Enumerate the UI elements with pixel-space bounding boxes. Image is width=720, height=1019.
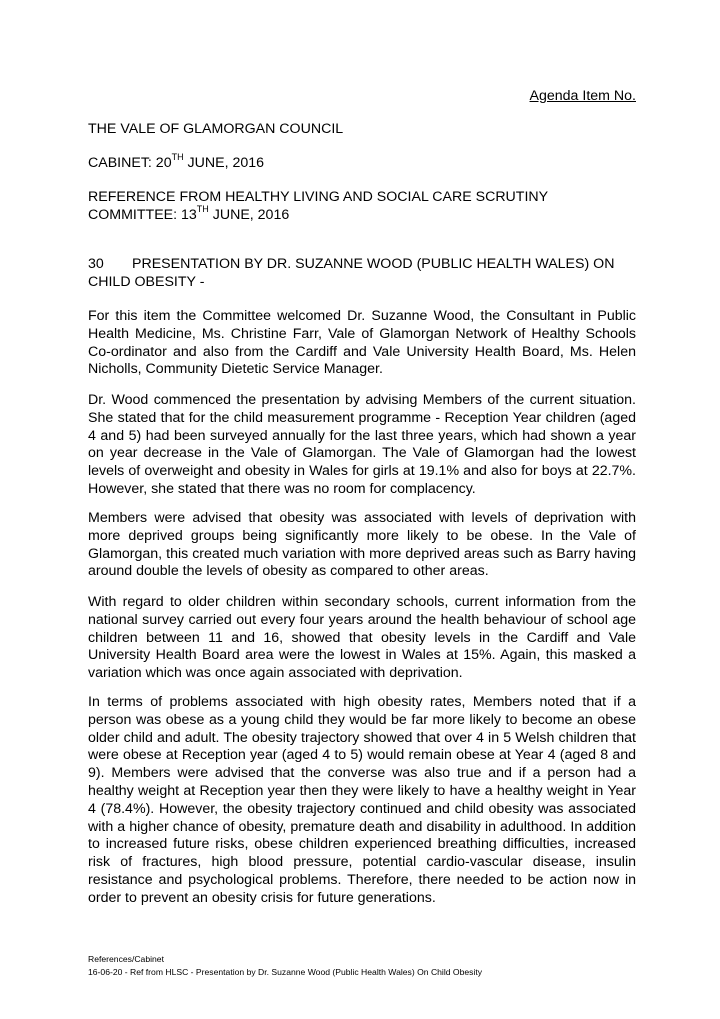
document-footer (88, 953, 482, 979)
reference-date-ordinal: TH (196, 204, 209, 215)
footer-line-2: 16-06-20 - Ref from HLSC - Presentation by Dr. Suzanne Wood (Public Health Wales) On Child Obesity (88, 967, 483, 977)
reference-line-2 (88, 204, 636, 225)
paragraph-secondary-schools: With regard to older children within secondary schools, current information from the national survey carried out every four years around the health behaviour of school age children between 11 and 16, showed that obesity levels in the Cardiff and Vale University Health Board area were the lowest in Wales at 15%. Again, this masked a variation which was once again associated with deprivation. (88, 594, 636, 682)
item-title-line-2: CHILD OBESITY - (88, 273, 205, 290)
paragraph-obesity-problems: In terms of problems associated with high obesity rates, Members noted that if a person was obese as a young child they would be far more likely to become an obese older child and adult. The obesity trajectory showed that over 4 in 5 Welsh children that were obese at Reception year (aged 4 to 5) would remain obese at Year 4 (aged 8 and 9). Members were advised that the converse was also true and if a person had a healthy weight at Reception year then they were likely to have a healthy weight in Year 4 (78.4%). However, the obesity trajectory continued and child obesity was associated with a higher chance of obesity, premature death and disability in adulthood. In addition to increased future risks, obese children experienced breathing difficulties, increased risk of fractures, high blood pressure, potential cardio-vascular disease, insulin resistance and psychological problems. Therefore, there needed to be action now in order to prevent an obesity crisis for future generations. (88, 694, 636, 906)
document-page (88, 0, 636, 1019)
cabinet-date-prefix: CABINET: 20 (88, 155, 172, 171)
reference-line-2-rest: JUNE, 2016 (208, 206, 290, 223)
paragraph-deprivation: Members were advised that obesity was associated with levels of deprivation with more deprived groups being significantly more likely to be obese. In the Vale of Glamorgan, this created much variation with more deprived areas such as Barry having around double the levels of obesity as compared to other areas. (88, 510, 636, 580)
item-title-line-1: PRESENTATION BY DR. SUZANNE WOOD (PUBLIC HEALTH WALES) ON (132, 256, 615, 272)
item-heading (88, 256, 636, 292)
footer-line-1: References/Cabinet (88, 954, 164, 964)
cabinet-date (88, 152, 636, 173)
reference-line-2-prefix: COMMITTEE: 13 (88, 206, 197, 223)
reference-heading (88, 189, 636, 225)
cabinet-date-rest: JUNE, 2016 (183, 155, 265, 171)
paragraph-attendees: For this item the Committee welcomed Dr. Suzanne Wood, the Consultant in Public Health Medicine, Ms. Christine Farr, Vale of Glamorgan Network of Healthy Schools Co-ordinator and also from the Cardiff and Vale University Health Board, Ms. Helen Nicholls, Community Dietetic Service Manager. (88, 308, 636, 378)
agenda-item-label: Agenda Item No. (529, 88, 636, 104)
reference-line-1: REFERENCE FROM HEALTHY LIVING AND SOCIAL CARE SCRUTINY (88, 189, 549, 205)
item-number: 30 (88, 256, 104, 272)
cabinet-date-ordinal: TH (171, 152, 184, 163)
paragraph-current-situation: Dr. Wood commenced the presentation by advising Members of the current situation. She stated that for the child measurement programme - Reception Year children (aged 4 and 5) had been surveyed annually for the last three years, which had shown a year on year decrease in the Vale of Glamorgan. The Vale of Glamorgan had the lowest levels of overweight and obesity in Wales for girls at 19.1% and also for boys at 22.7%. However, she stated that there was no room for complacency. (88, 392, 636, 497)
council-heading: THE VALE OF GLAMORGAN COUNCIL (88, 121, 344, 137)
